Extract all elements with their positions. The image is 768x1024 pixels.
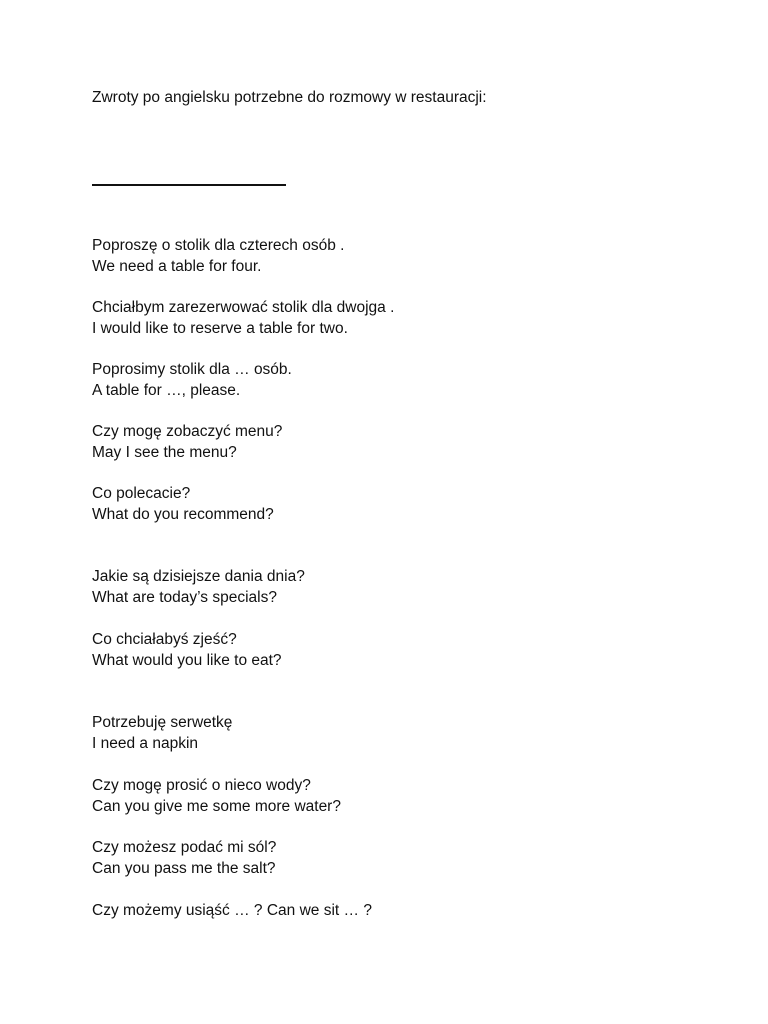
phrase-english: Can you pass me the salt?: [92, 860, 276, 877]
phrase-item: [92, 297, 394, 339]
phrase-polish: Czy możesz podać mi sól?: [92, 839, 277, 856]
phrase-english: We need a table for four.: [92, 258, 262, 275]
phrase-polish: Co chciałabyś zjeść?: [92, 631, 237, 648]
phrase-english: What would you like to eat?: [92, 652, 282, 669]
phrase-polish: Czy mogę zobaczyć menu?: [92, 423, 283, 440]
phrase-polish: Co polecacie?: [92, 485, 191, 502]
phrase-item: [92, 712, 232, 754]
phrase-english: I would like to reserve a table for two.: [92, 320, 348, 337]
phrase-polish: Jakie są dzisiejsze dania dnia?: [92, 568, 305, 585]
phrase-english: May I see the menu?: [92, 444, 237, 461]
phrase-item: [92, 566, 305, 608]
phrase-item: [92, 900, 372, 921]
phrase-item: [92, 837, 276, 879]
phrase-english: Can you give me some more water?: [92, 798, 341, 815]
phrase-english: I need a napkin: [92, 735, 199, 752]
phrase-item: [92, 483, 274, 525]
phrase-english: What do you recommend?: [92, 506, 274, 523]
phrase-polish: Poprosimy stolik dla … osób.: [92, 361, 292, 378]
phrase-polish: Czy mogę prosić o nieco wody?: [92, 777, 311, 794]
phrase-polish: Potrzebuję serwetkę: [92, 714, 233, 731]
phrase-item: [92, 235, 344, 277]
phrase-polish: Poproszę o stolik dla czterech osób .: [92, 237, 345, 254]
document-title: Zwroty po angielsku potrzebne do rozmowy w restauracji:: [92, 89, 487, 106]
phrase-item: [92, 359, 292, 401]
phrase-english: What are today’s specials?: [92, 589, 277, 606]
phrase-polish: Czy możemy usiąść … ? Can we sit … ?: [92, 902, 372, 919]
phrase-item: [92, 421, 282, 463]
phrase-item: [92, 629, 282, 671]
phrase-polish: Chciałbym zarezerwować stolik dla dwojga .: [92, 299, 395, 316]
phrase-english: A table for …, please.: [92, 382, 241, 399]
phrase-item: [92, 775, 341, 817]
horizontal-rule: [92, 184, 286, 186]
